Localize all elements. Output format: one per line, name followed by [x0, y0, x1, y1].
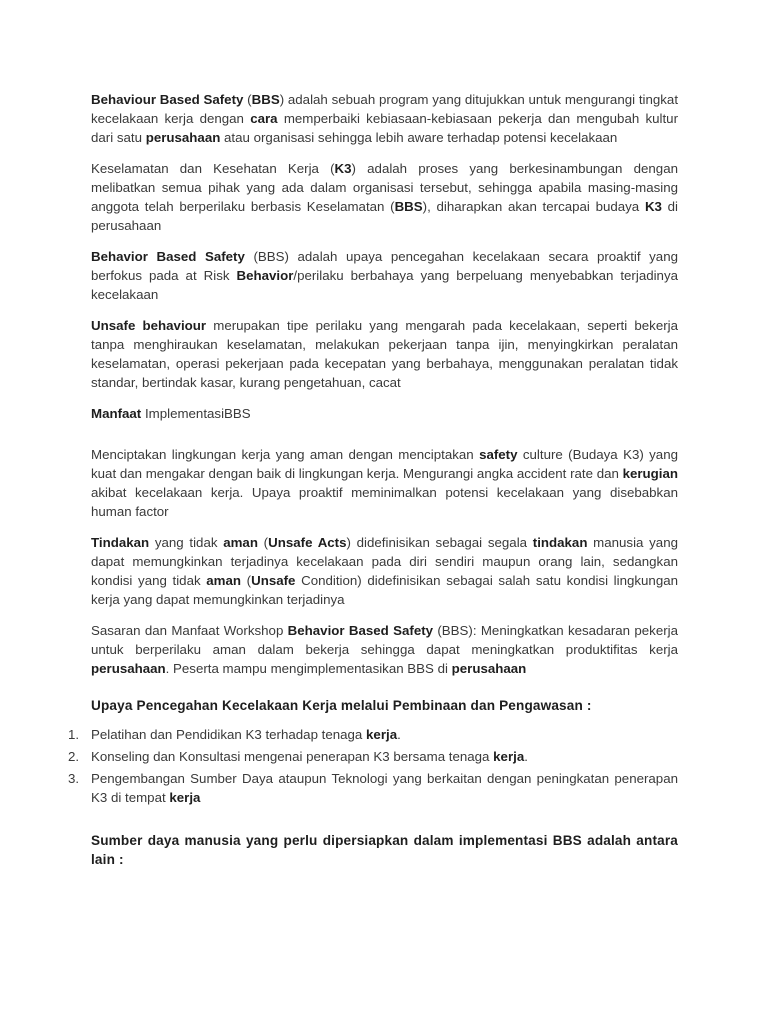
- bold-term: cara: [250, 111, 278, 126]
- paragraph-unsafe-acts: [91, 533, 678, 609]
- bold-term: Tindakan: [91, 535, 150, 550]
- list-text: Pengembangan Sumber Daya ataupun Teknologi yang berkaitan dengan peningkatan penerapan K3 di tempat: [91, 771, 678, 805]
- text-run: (: [241, 573, 252, 588]
- list-number: 2.: [68, 749, 80, 764]
- bold-term: K3: [334, 161, 352, 176]
- section-heading-upaya: Upaya Pencegahan Kecelakaan Kerja melalui Pembinaan dan Pengawasan :: [91, 698, 592, 713]
- list-number: 1.: [68, 727, 80, 742]
- text-run: di perusahaan: [91, 199, 679, 233]
- text-run: ) adalah sebuah program yang ditujukkan untuk mengurangi tingkat kecelakaan kerja dengan: [91, 92, 679, 126]
- document-body: [68, 90, 679, 879]
- text-run: merupakan tipe perilaku yang mengarah pada kecelakaan, seperti bekerja tanpa menghiraukan keselamatan, melakukan pekerjaan tanpa ijin, menyingkirkan peralatan keselamatan, operasi pekerjaan pada kecepatan yang berbahaya, menggunakan peralatan tidak standar, bertindak kasar, kurang pengetahuan, cacat: [91, 318, 678, 390]
- bold-term: perusahaan: [451, 661, 527, 676]
- text-run: manusia yang dapat memungkinkan terjadinya kecelakaan pada diri sendiri maupun orang lain, sedangkan kondisi yang tidak: [91, 535, 678, 588]
- text-run: ), diharapkan akan tercapai budaya: [422, 199, 645, 214]
- bold-term: K3: [644, 199, 662, 214]
- text-run: akibat kecelakaan kerja. Upaya proaktif meminimalkan potensi kecelakaan yang disebabkan human factor: [91, 485, 678, 519]
- bold-term: perusahaan: [91, 661, 166, 676]
- text-run: Menciptakan lingkungan kerja yang aman dengan menciptakan: [91, 447, 480, 462]
- upaya-list: [68, 725, 678, 807]
- paragraph-k3-definition: [91, 159, 678, 235]
- bold-term: Unsafe behaviour: [91, 318, 207, 333]
- text-run: culture (Budaya K3) yang kuat dan mengakar dengan baik di lingkungan kerja. Mengurangi angka accident rate dan: [91, 447, 678, 481]
- bold-term: BBS: [251, 92, 280, 107]
- section-heading-sumber-daya: Sumber daya manusia yang perlu dipersiapkan dalam implementasi BBS adalah antara lain :: [91, 833, 678, 867]
- bold-term: tindakan: [532, 535, 588, 550]
- list-end: .: [524, 749, 528, 764]
- text-run: atau organisasi sehingga lebih aware terhadap potensi kecelakaan: [220, 130, 618, 145]
- paragraph-bbs-definition: [91, 90, 678, 147]
- bold-term: kerja: [366, 727, 398, 742]
- list-end: .: [397, 727, 401, 742]
- bold-term: Behavior Based Safety: [91, 249, 245, 264]
- bold-term: kerja: [169, 790, 201, 805]
- paragraph-unsafe-behaviour: [91, 316, 678, 392]
- bold-term: Unsafe: [251, 573, 296, 588]
- list-item: [68, 725, 678, 744]
- list-item: [68, 747, 678, 766]
- bold-term: BBS: [394, 199, 423, 214]
- paragraph-manfaat-title: [91, 404, 678, 423]
- bold-term: kerja: [493, 749, 525, 764]
- bold-term: kerugian: [622, 466, 678, 481]
- text-run: Sasaran dan Manfaat Workshop: [91, 623, 288, 638]
- text-run: /perilaku berbahaya yang berpeluang menyebabkan terjadinya kecelakaan: [91, 268, 678, 302]
- paragraph-workshop: [91, 621, 678, 678]
- bold-term: aman: [206, 573, 242, 588]
- bold-term: Unsafe Acts: [268, 535, 347, 550]
- text-run: (: [243, 92, 252, 107]
- text-run: ImplementasiBBS: [141, 406, 251, 421]
- text-run: ) didefinisikan sebagai segala: [346, 535, 533, 550]
- paragraph-manfaat-content: [91, 445, 678, 521]
- text-run: Condition) didefinisikan sebagai salah satu kondisi lingkungan kerja yang dapat memungkinkan terjadinya: [91, 573, 679, 607]
- bold-term: aman: [223, 535, 258, 550]
- bold-term: Behavior: [236, 268, 294, 283]
- text-run: memperbaiki kebiasaan-kebiasaan pekerja dan mengubah kultur dari satu: [91, 111, 678, 145]
- list-text: Konseling dan Konsultasi mengenai penerapan K3 bersama tenaga: [91, 749, 494, 764]
- text-run: (BBS): Meningkatkan kesadaran pekerja untuk berperilaku aman dalam bekerja sehingga dapat meningkatkan produktifitas kerja: [91, 623, 678, 657]
- list-item: [68, 769, 678, 807]
- text-run: (: [257, 535, 269, 550]
- bold-term: Behavior Based Safety: [287, 623, 434, 638]
- bold-term: perusahaan: [145, 130, 221, 145]
- list-text: Pelatihan dan Pendidikan K3 terhadap tenaga: [91, 727, 367, 742]
- bold-term: Behaviour Based Safety: [91, 92, 244, 107]
- text-run: yang tidak: [149, 535, 224, 550]
- text-run: (BBS) adalah upaya pencegahan kecelakaan secara proaktif yang berfokus pada at Risk: [91, 249, 678, 283]
- paragraph-bbs-proactive: [91, 247, 678, 304]
- text-run: ) adalah proses yang berkesinambungan dengan melibatkan semua pihak yang ada dalam organisasi tersebut, sehingga apabila masing-masing anggota telah berperilaku berbasis Keselamatan (: [91, 161, 678, 214]
- list-number: 3.: [68, 771, 80, 786]
- text-run: Keselamatan dan Kesehatan Kerja (: [91, 161, 335, 176]
- bold-term: Manfaat: [91, 406, 142, 421]
- bold-term: safety: [479, 447, 518, 462]
- text-run: . Peserta mampu mengimplementasikan BBS di: [165, 661, 452, 676]
